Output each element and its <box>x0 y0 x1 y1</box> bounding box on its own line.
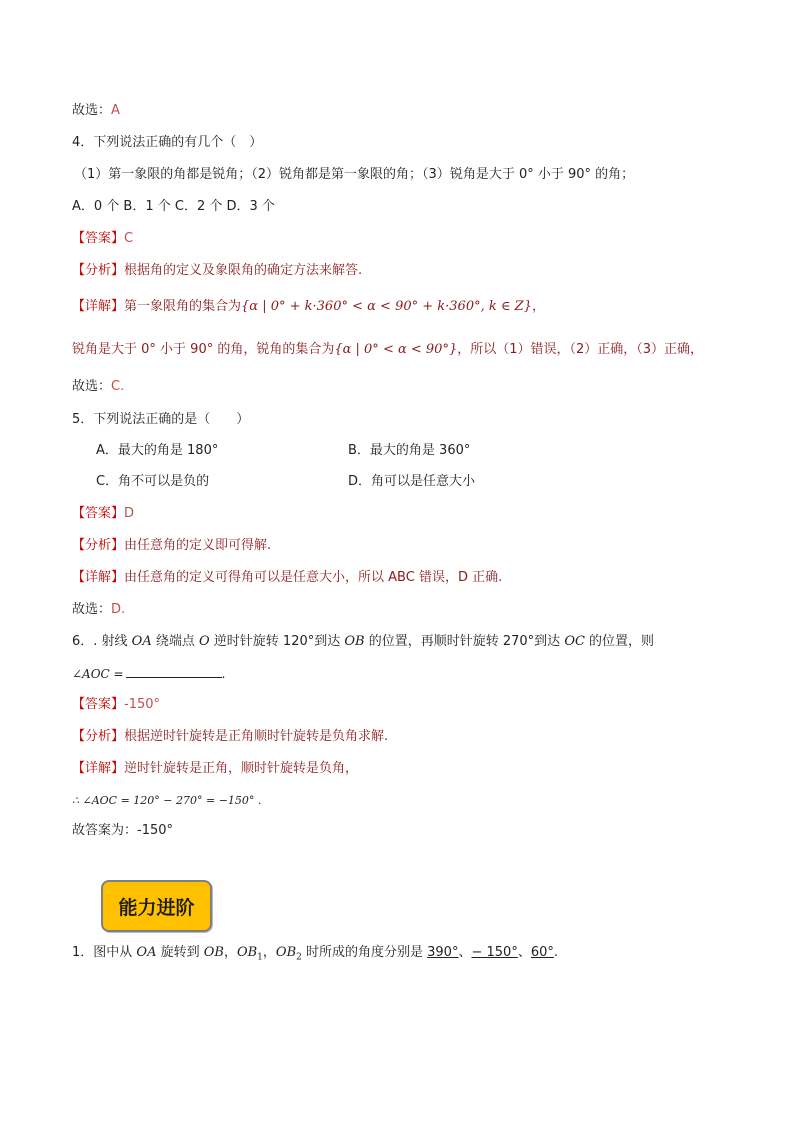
q5-answer: 【答案】D <box>72 506 135 521</box>
q5-option-c: C．角不可以是负的 <box>96 474 210 489</box>
q6-title: 6．. 射线 OA 绕端点 O 逆时针旋转 120°到达 OB 的位置，再顺时针旋转 270°到达 OC 的位置，则 <box>72 634 655 649</box>
q6-detail: 【详解】逆时针旋转是正角，顺时针旋转是负角， <box>72 761 359 776</box>
q4-choice: 故选：C. <box>72 379 125 394</box>
q5-analysis: 【分析】由任意角的定义即可得解. <box>72 538 272 553</box>
q5-option-a: A．最大的角是 180° <box>96 443 219 458</box>
q6-blank-line: ∠AOC = . <box>72 664 225 683</box>
q4-detail: 【详解】第一象限角的集合为{α | 0° + k·360° < α < 90° + k·360°, k ∈ Z}， <box>72 299 545 314</box>
answer-60: 60° <box>530 945 554 960</box>
q6-answer: 【答案】-150° <box>72 697 161 712</box>
section-badge: 能力进阶 <box>101 880 212 932</box>
q5-option-d: D．角可以是任意大小 <box>348 474 476 489</box>
q4-answer: 【答案】C <box>72 231 134 246</box>
q4-detail-line2: 锐角是大于 0° 小于 90° 的角，锐角的集合为{α | 0° < α < 90°}，所以（1）错误，（2）正确，（3）正确， <box>72 342 704 357</box>
q5-option-b: B．最大的角是 360° <box>348 443 471 458</box>
answer-blank <box>126 664 222 678</box>
q4-title: 4．下列说法正确的有几个（ ） <box>72 135 263 150</box>
q6-calculation: ∴ ∠AOC = 120° − 270° = −150° . <box>72 794 262 807</box>
previous-answer-choice: 故选：A <box>72 103 120 118</box>
answer-390: 390° <box>427 945 459 960</box>
answer-neg150: − 150° <box>471 945 518 960</box>
q6-final: 故答案为：-150° <box>72 823 174 838</box>
q5-choice: 故选：D. <box>72 602 126 617</box>
q5-title: 5．下列说法正确的是（ ） <box>72 412 250 427</box>
p1-question: 1．图中从 OA 旋转到 OB，$OB_1$，$OB_2$ 时所成的角度分别是 390°、− 150°、60°. <box>72 945 559 963</box>
first-quadrant-set: {α | 0° + k·360° < α < 90° + k·360°, k ∈ Z} <box>241 299 532 314</box>
q4-analysis: 【分析】根据角的定义及象限角的确定方法来解答. <box>72 263 363 278</box>
q4-options: A．0 个 B．1 个 C．2 个 D．3 个 <box>72 199 275 214</box>
acute-angle-set: {α | 0° < α < 90°} <box>334 342 458 357</box>
q4-statements: （1）第一象限的角都是锐角；（2）锐角都是第一象限的角；（3）锐角是大于 0° 小于 90° 的角； <box>74 167 635 182</box>
q6-analysis: 【分析】根据逆时针旋转是正角顺时针旋转是负角求解. <box>72 729 389 744</box>
q5-detail: 【详解】由任意角的定义可得角可以是任意大小，所以 ABC 错误，D 正确. <box>72 570 503 585</box>
